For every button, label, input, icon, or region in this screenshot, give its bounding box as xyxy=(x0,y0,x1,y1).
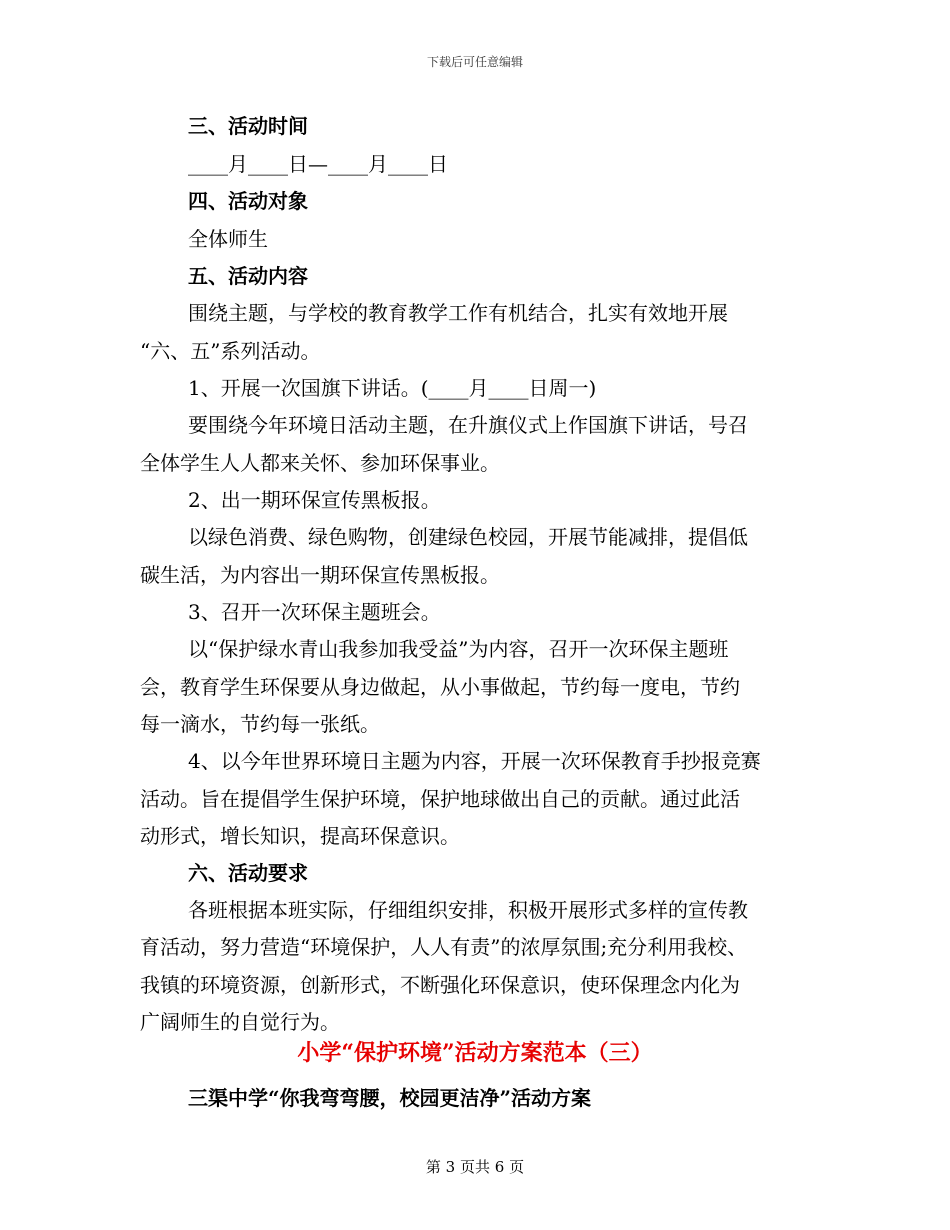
paragraph-line: 全体师生 xyxy=(188,227,268,251)
paragraph-line: 以“保护绿水青山我参加我受益”为内容，召开一次环保主题班 xyxy=(188,637,729,661)
paragraph-line: ____月____日—____月____日 xyxy=(188,152,448,176)
paragraph-line: 以绿色消费、绿色购物，创建绿色校园，开展节能减排，提倡低 xyxy=(188,525,748,549)
paragraph-line: 育活动，努力营造“环境保护，人人有责”的浓厚氛围;充分利用我校、 xyxy=(140,935,748,959)
paragraph-line: 每一滴水，节约每一张纸。 xyxy=(140,712,380,736)
section-heading: 五、活动内容 xyxy=(188,264,308,288)
paragraph-line: 碳生活，为内容出一期环保宣传黑板报。 xyxy=(140,563,500,587)
paragraph-line: 会，教育学生环保要从身边做起，从小事做起，节约每一度电，节约 xyxy=(140,675,740,699)
paragraph-line: 要围绕今年环境日活动主题，在升旗仪式上作国旗下讲话，号召 xyxy=(188,413,748,437)
paragraph-line: 我镇的环境资源，创新形式，不断强化环保意识，使环保理念内化为 xyxy=(140,973,740,997)
paragraph-line: 围绕主题，与学校的教育教学工作有机结合，扎实有效地开展 xyxy=(188,301,728,325)
paragraph-line: 活动。旨在提倡学生保护环境，保护地球做出自己的贡献。通过此活 xyxy=(140,787,740,811)
document-subtitle: 三渠中学“你我弯弯腰，校园更洁净”活动方案 xyxy=(188,1086,592,1110)
page-header: 下载后可任意编辑 xyxy=(426,55,523,69)
paragraph-line: 3、召开一次环保主题班会。 xyxy=(188,600,441,624)
paragraph-line: 1、开展一次国旗下讲话。(____月____日周一) xyxy=(188,376,597,400)
paragraph-line: 4、以今年世界环境日主题为内容，开展一次环保教育手抄报竞赛 xyxy=(188,749,761,773)
paragraph-line: “六、五”系列活动。 xyxy=(140,339,321,363)
paragraph-line: 广阔师生的自觉行为。 xyxy=(140,1010,340,1034)
section-heading: 三、活动时间 xyxy=(188,114,308,138)
page-footer: 第 3 页共 6 页 xyxy=(425,1158,525,1176)
paragraph-line: 动形式，增长知识，提高环保意识。 xyxy=(140,824,460,848)
paragraph-line: 全体学生人人都来关怀、参加环保事业。 xyxy=(140,451,500,475)
section-heading: 四、活动对象 xyxy=(188,189,308,213)
section-title: 小学“保护环境”活动方案范本（三） xyxy=(297,1040,653,1066)
paragraph-line: 2、出一期环保宣传黑板报。 xyxy=(188,488,441,512)
section-heading: 六、活动要求 xyxy=(188,861,308,885)
paragraph-line: 各班根据本班实际，仔细组织安排，积极开展形式多样的宣传教 xyxy=(188,898,748,922)
